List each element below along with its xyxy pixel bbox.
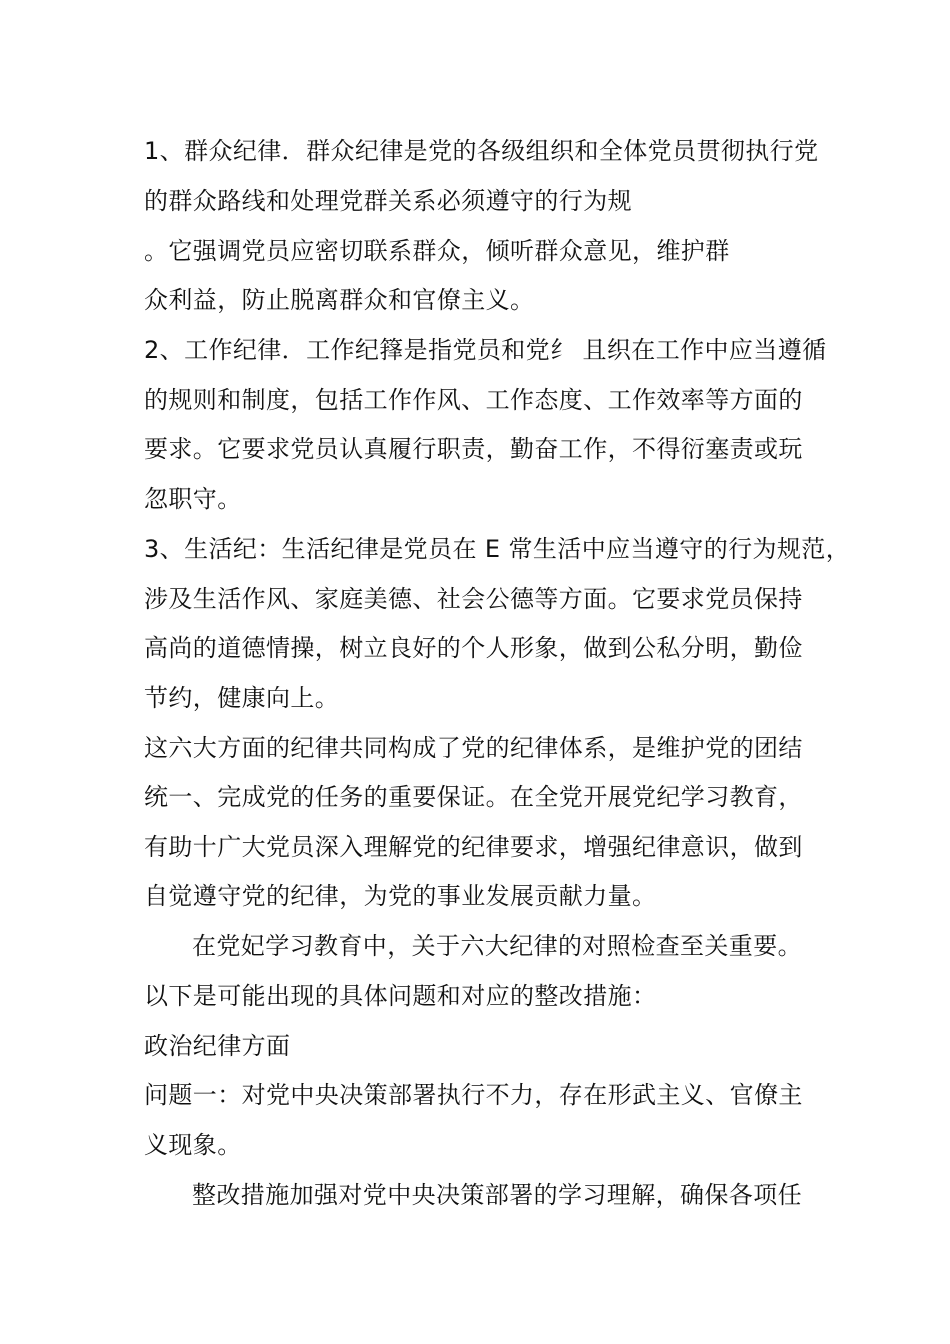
- section-heading: 政治纪律方面: [144, 1032, 291, 1060]
- text-line: 的规则和制度，包括工作作风、工作态度、工作效率等方面的: [144, 386, 803, 414]
- text-line: 以下是可能出现的具体问题和对应的整改措施：: [144, 982, 657, 1010]
- text-line: 自觉遵守党的纪律，为党的事业发展贡献力量。: [144, 882, 657, 910]
- text-line: 2、工作纪律．工作纪箨是指党员和党纟 且织在工作中应当遵循: [144, 336, 827, 364]
- text-line: 忽职守。: [144, 485, 242, 513]
- text-line: 。它强调党员应密切联系群众，倾听群众意见，维护群: [144, 237, 730, 265]
- text-line: 节约，健康向上。: [144, 684, 340, 712]
- text-line: 在党妃学习教育中，关于六大纪律的对照检查至关重要。: [192, 932, 802, 960]
- text-line: 有助十广大党员深入理解党的纪律要求，增强纪律意识，做到: [144, 833, 803, 861]
- text-line: 1、群众纪律．群众纪律是党的各级组织和全体党员贯彻执行党: [144, 137, 819, 165]
- text-line: 的群众路线和处理党群关系必须遵守的行为规: [144, 187, 632, 215]
- text-line: 这六大方面的纪律共同构成了党的纪律体系，是维护党的团结: [144, 734, 803, 762]
- text-line: 高尚的道德情操，树立良好的个人形象，做到公私分明，勤俭: [144, 634, 803, 662]
- text-line: 整改措施加强对党中央决策部署的学习理解，确保各项任: [192, 1181, 802, 1209]
- text-line: 3、生活纪：生活纪律是党员在 E 常生活中应当遵守的行为规范，: [144, 535, 851, 563]
- text-line: 涉及生活作风、家庭美德、社会公德等方面。它要求党员保持: [144, 585, 803, 613]
- text-line: 义现象。: [144, 1131, 242, 1159]
- text-line: 众利益，防止脱离群众和官僚主义。: [144, 286, 535, 314]
- text-line: 问题一：对党中央决策部署执行不力，存在形武主义、官僚主: [144, 1081, 803, 1109]
- text-line: 要求。它要求党员认真履行职责，勤奋工作，不得衍塞责或玩: [144, 435, 803, 463]
- text-line: 统一、完成党的任务的重要保证。在全党开展党纪学习教育，: [144, 783, 803, 811]
